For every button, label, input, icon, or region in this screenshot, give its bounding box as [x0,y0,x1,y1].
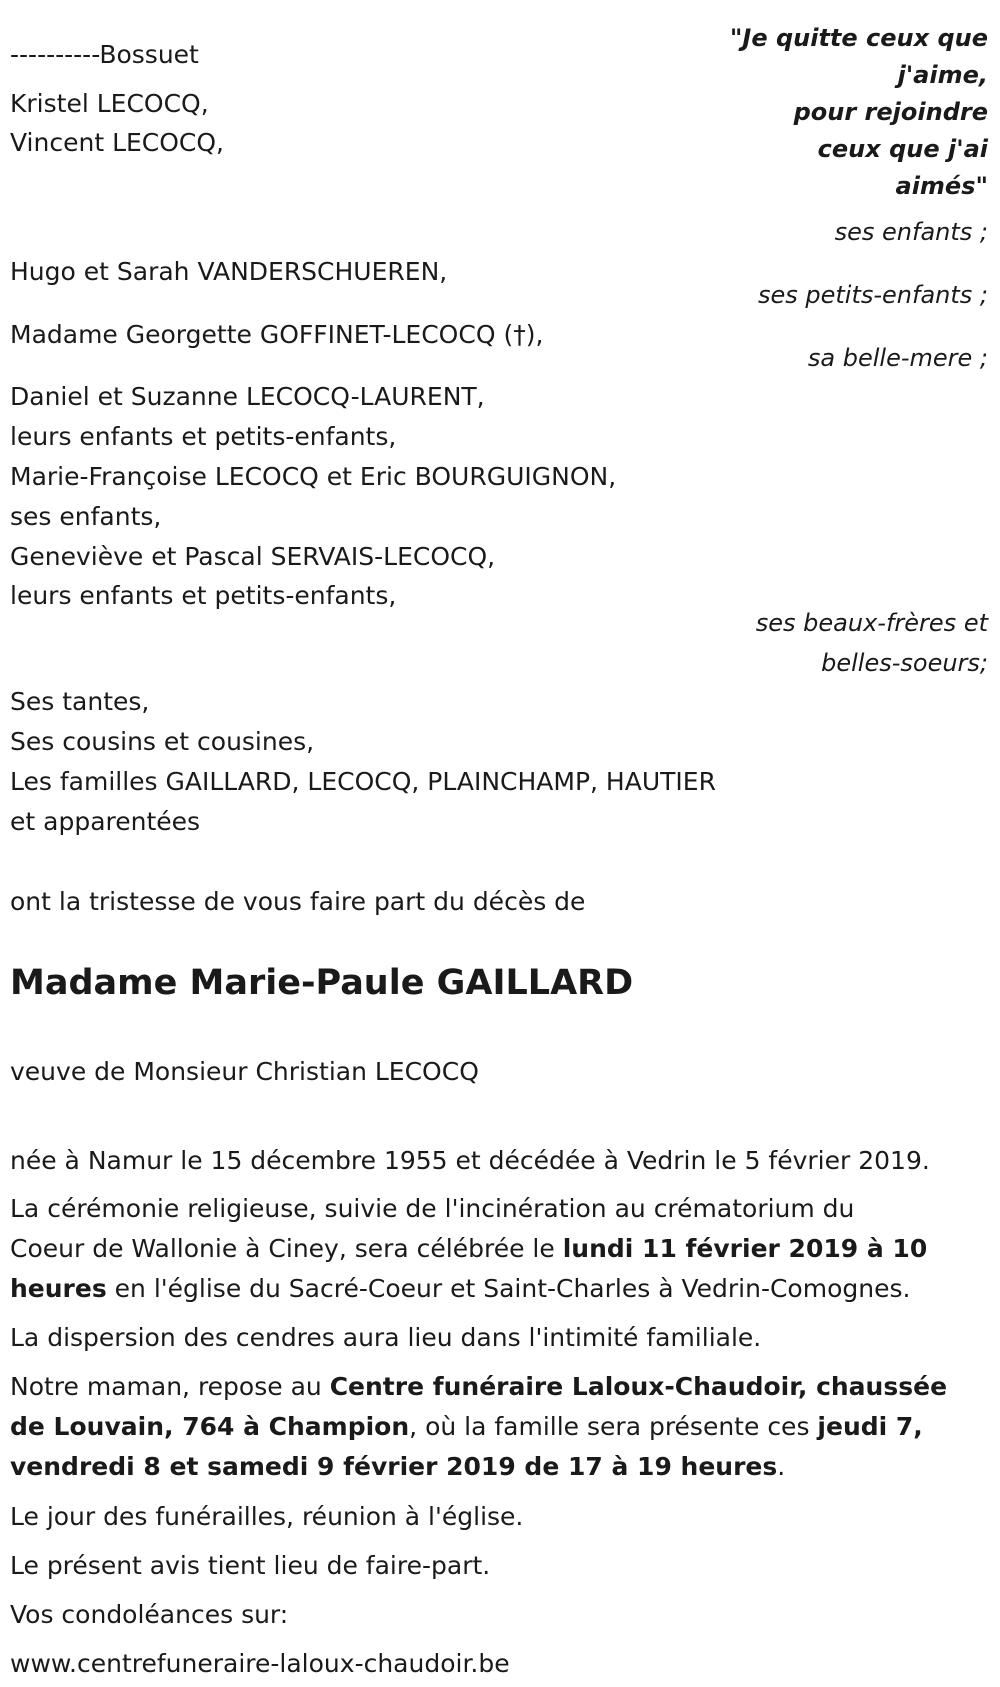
ceremony-line [10,1230,927,1268]
inlaw-line: leurs enfants et petits-enfants, [10,581,397,610]
repose-address: de Louvain, 764 à Champion [10,1412,410,1441]
epitaph-quote [730,20,988,205]
ceremony-line [10,1270,910,1308]
mother-in-law-name: Madame Georgette GOFFINET-LECOCQ (†), [10,320,544,349]
relatives-line: Ses tantes, [10,687,150,716]
children-header: ----------Bossuet [10,40,199,69]
website-link[interactable]: www.centrefuneraire-laloux-chaudoir.be [10,1649,510,1678]
deceased-name: Madame Marie-Paule GAILLARD [10,963,634,1003]
quote-line: pour rejoindre [793,98,988,126]
repose-line [10,1448,785,1486]
grandchildren-role: ses petits-enfants ; [757,281,988,309]
repose-text: Notre maman, repose au [10,1372,330,1401]
repose-period: . [777,1452,786,1481]
repose-text: , où la famille sera présente ces [409,1412,818,1441]
announcement-text: ont la tristesse de vous faire part du décès de [10,887,586,916]
children-role: ses enfants ; [834,218,988,246]
relatives-line: Ses cousins et cousines, [10,727,315,756]
inlaws-role: ses beaux-frères et [755,609,988,637]
notice-text: Le présent avis tient lieu de faire-part. [10,1551,491,1580]
relatives-line: et apparentées [10,807,201,836]
quote-line: ceux que j'ai [817,135,988,163]
repose-line [10,1368,947,1406]
ceremony-text: Coeur de Wallonie à Ciney, sera célébrée le [10,1234,563,1263]
ceremony-date: lundi 11 février 2019 à 10 [562,1234,928,1263]
ashes-info: La dispersion des cendres aura lieu dans l'intimité familiale. [10,1323,762,1352]
widow-of: veuve de Monsieur Christian LECOCQ [10,1057,479,1086]
relatives-line: Les familles GAILLARD, LECOCQ, PLAINCHAMP, HAUTIER [10,767,716,796]
inlaw-line: Daniel et Suzanne LECOCQ-LAURENT, [10,382,485,411]
birth-death-info: née à Namur le 15 décembre 1955 et décédée à Vedrin le 5 février 2019. [10,1146,930,1175]
grandchildren-names: Hugo et Sarah VANDERSCHUEREN, [10,257,448,286]
quote-line: j'aime, [897,61,988,89]
repose-line [10,1408,923,1446]
condolences-label: Vos condoléances sur: [10,1600,289,1629]
quote-line: "Je quitte ceux que [729,24,988,52]
repose-place: Centre funéraire Laloux-Chaudoir, chaussée [329,1372,948,1401]
ceremony-time: heures [10,1274,107,1303]
child-name: Vincent LECOCQ, [10,128,225,157]
inlaw-line: ses enfants, [10,502,162,531]
inlaw-line: Marie-Françoise LECOCQ et Eric BOURGUIGNON, [10,462,617,491]
child-name: Kristel LECOCQ, [10,89,209,118]
repose-hours: vendredi 8 et samedi 9 février 2019 de 17 à 19 heures [10,1452,778,1481]
inlaw-line: leurs enfants et petits-enfants, [10,422,397,451]
quote-line: aimés" [895,172,988,200]
repose-dates: jeudi 7, [817,1412,923,1441]
mother-in-law-role: sa belle-mere ; [807,344,988,372]
inlaw-line: Geneviève et Pascal SERVAIS-LECOCQ, [10,542,496,571]
ceremony-line: La cérémonie religieuse, suivie de l'incinération au crématorium du [10,1194,855,1223]
inlaws-role: belles-soeurs; [821,649,988,677]
ceremony-location: en l'église du Sacré-Coeur et Saint-Charles à Vedrin-Comognes. [106,1274,911,1303]
funeral-day-info: Le jour des funérailles, réunion à l'église. [10,1502,524,1531]
